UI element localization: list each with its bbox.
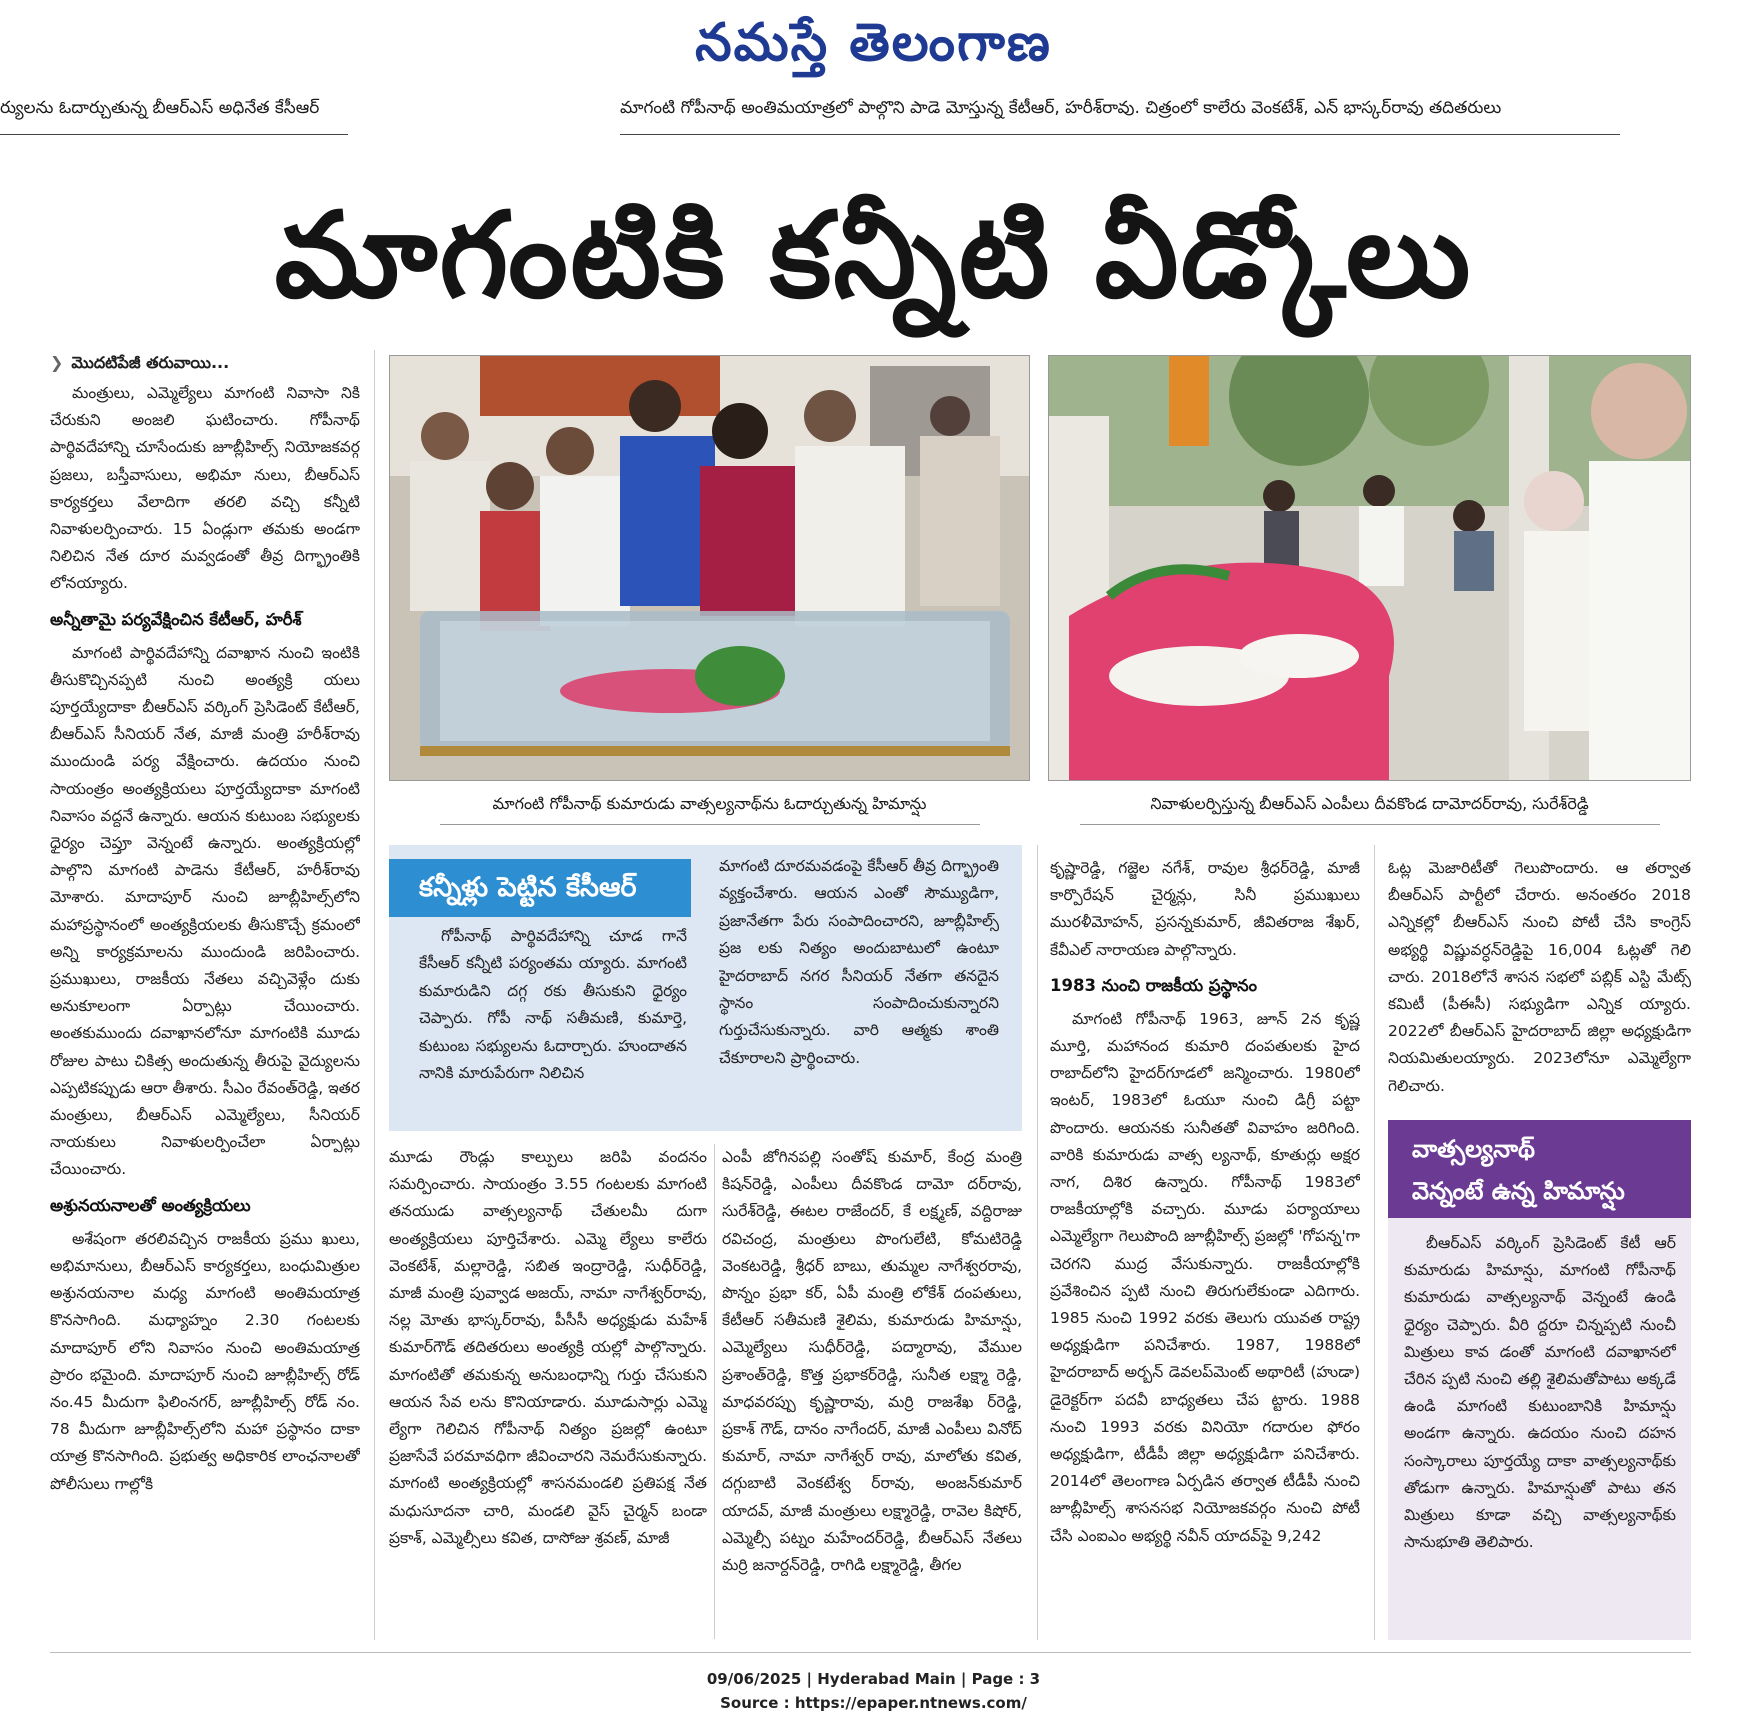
vatsalyanath-box-title-line-1: వాత్సల్యనాథ్‌ xyxy=(1412,1135,1535,1163)
kcr-box-paragraph-right: మాగంటి దూరమవడంపై కేసీఆర్‌ తీవ్ర దిగ్భ్రాంతి వ్యక్తంచేశారు. ఆయన ఎంతో సౌమ్యుడిగా, ప్రజానేతగా పేరు సంపాదించారని, జూబ్లీహిల్స్‌ ప్రజ లకు నిత్యం అందుబాటులో ఉంటూ హైదరాబాద్‌ నగర సీనియర్‌ నేతగా తనదైన స్థానం సంపాదించుకున్నారని గుర్తుచేసుకున్నారు. వారి ఆత్మకు శాంతి చేకూరాలని ప్రార్థించారు. xyxy=(719,857,999,1067)
col2-paragraph: మూడు రౌండ్లు కాల్పులు జరిపి వందనం సమర్పించారు. సాయంత్రం 3.55 గంటలకు మాగంటి తనయుడు వాత్సల్యనాథ్‌ చేతులమీ దుగా అంత్యక్రియలు పూర్తిచేశారు. ఎమ్మె ల్యేలు కాలేరు వెంకటేశ్‌, మల్లారెడ్డి, సబిత ఇంద్రారెడ్డి, సుధీర్‌రెడ్డి, మాజీ మంత్రి పువ్వాడ అజయ్‌, నామా నాగేశ్వర్‌రావు, నల్ల మోతు భాస్కర్‌రావు, పీసీసీ అధ్యక్షుడు మహేశ్‌ కుమార్‌గౌడ్‌ తదితరులు అంత్యక్రి యల్లో పాల్గొన్నారు. మాగంటితో తమకున్న అనుబంధాన్ని గుర్తు చేసుకుని ఆయన సేవ లను కొనియాడారు. మూడుసార్లు ఎమ్మె ల్యేగా గెలిచిన గోపీనాథ్‌ నిత్యం ప్రజల్లో ఉంటూ ప్రజాసేవే పరమావధిగా జీవించారని నెమరేసుకున్నారు. మాగంటి అంత్యక్రియల్లో శాసనమండలి ప్రతిపక్ష నేత మధుసూదనా చారి, మండలి వైస్‌ చైర్మన్‌ బండా ప్రకాశ్‌, ఎమ్మెల్సీలు కవిత, దాసోజు శ్రవణ్‌, మాజీ xyxy=(389,1148,707,1547)
photo-left-caption: మాగంటి గోపీనాథ్‌ కుమారుడు వాత్సల్యనాథ్‌ను ఓదార్చుతున్న హిమాన్షు xyxy=(492,794,927,813)
col4-paragraph-2: మాగంటి గోపీనాథ్‌ 1963, జూన్‌ 2న కృష్ణ మూర్తి, మహానంద కుమారి దంపతులకు హైద రాబాద్‌లోని హైదర్‌గూడలో జన్మించారు. 1980లో ఇంటర్‌, 1983లో ఓయూ నుంచి డిగ్రీ పట్టా పొందారు. ఆయనకు సునీతతో వివాహం జరిగింది. వారికి కుమారుడు వాత్స ల్యనాథ్‌, కూతుర్లు అక్షర నాగ, దిశిర ఉన్నారు. గోపీనాథ్‌ 1983లో రాజకీయాల్లోకి వచ్చారు. మూడు పర్యాయాలు ఎమ్మెల్యేగా గెలుపొంది జూబ్లీహిల్స్‌ ప్రజల్లో 'గోపన్న'గా చెరగని ముద్ర వేసుకున్నారు. రాజకీయాల్లోకి ప్రవేశించిన ప్పటి నుంచి తిరుగులేకుండా ఎదిగారు. 1985 నుంచి 1992 వరకు తెలుగు యువత రాష్ట్ర అధ్యక్షుడిగా పనిచేశారు. 1987, 1988లో హైదరాబాద్‌ అర్బన్‌ డెవలప్‌మెంట్‌ అథారిటీ (హుడా) డైరెక్టర్‌గా పదవీ బాధ్యతలు చేప ట్టారు. 1988 నుంచి 1993 వరకు వినియో గదారుల ఫోరం అధ్యక్షుడిగా, టీడీపీ జిల్లా అధ్యక్షుడిగా పనిచేశారు. 2014లో తెలంగాణ ఏర్పడిన తర్వాత టీడీపీ నుంచి జూబ్లీహిల్స్‌ శాసనసభ నియోజకవర్గం నుంచి పోటీ చేసి ఎంఐఎం అభ్యర్థి నవీన్‌ యాదవ్‌పై 9,242 xyxy=(1050,1009,1360,1545)
top-caption-right-rule xyxy=(620,134,1620,135)
article-column-2 xyxy=(389,1144,707,1639)
funeral-photo-right xyxy=(1048,355,1691,781)
column-divider xyxy=(1374,845,1375,1640)
article-column-1 xyxy=(50,350,360,1640)
kcr-box-title: కన్నీళ్లు పెట్టిన కేసీఆర్‌ xyxy=(389,859,691,917)
funeral-photo-left xyxy=(389,355,1030,781)
col1-subheading-1: అన్నీతామై పర్యవేక్షించిన కేటీఆర్‌, హరీశ్‌ xyxy=(50,609,302,629)
vatsalyanath-box-title-line-2: వెన్నంటే ఉన్న హిమాన్షు xyxy=(1412,1177,1625,1205)
col1-paragraph-1: మంత్రులు, ఎమ్మెల్యేలు మాగంటి నివాసా నికి చేరుకుని అంజలి ఘటించారు. గోపీనాథ్‌ పార్థివదేహాన్ని చూసేందుకు జూబ్లీహిల్స్‌ నియోజకవర్గ ప్రజలు, బస్తీవాసులు, అభిమా నులు, బీఆర్‌ఎస్‌ కార్యకర్తలు వేలాదిగా తరలి వచ్చి కన్నీటి నివాళులర్పించారు. 15 ఏండ్లుగా తమకు అండగా నిలిచిన నేత దూర మవ్వడంతో తీవ్ర దిగ్భ్రాంతికి లోనయ్యారు. xyxy=(50,384,360,593)
article-column-3 xyxy=(722,1144,1022,1639)
funeral-photo-left-image xyxy=(390,356,1030,781)
vatsalyanath-box-text xyxy=(1404,1230,1676,1630)
kcr-box-left-text xyxy=(419,923,687,1123)
col1-paragraph-3: అశేషంగా తరలివచ్చిన రాజకీయ ప్రము ఖులు, అభిమానులు, బీఆర్‌ఎస్‌ కార్యకర్తలు, బంధుమిత్రుల అశ్రునయనాల మధ్య మాగంటి అంతిమయాత్ర కొనసాగింది. మధ్యాహ్నం 2.30 గంటలకు మాదాపూర్‌ లోని నివాసం నుంచి అంతిమయాత్ర ప్రారం భమైంది. మాదాపూర్‌ నుంచి జూబ్లీహిల్స్‌ రోడ్‌ నం.45 మీదుగా ఫిలింనగర్‌, జూబ్లీహిల్స్‌ రోడ్‌ నం. 78 మీదుగా జూబ్లీహిల్స్‌లోని మహా ప్రస్థానం దాకా యాత్ర కొనసాగింది. ప్రభుత్వ అధికారిక లాంఛనాలతో పోలీసులు గాల్లోకి xyxy=(50,1229,360,1493)
main-headline: మాగంటికి కన్నీటి వీడ్కోలు xyxy=(274,186,1473,324)
vatsalyanath-box-title xyxy=(1388,1120,1691,1218)
kcr-box-paragraph-left: గోపీనాథ్‌ పార్థివదేహాన్ని చూడ గానే కేసీఆర్‌ కన్నీటి పర్యంతమ య్యారు. మాగంటి కుమారుడిని దగ్గ రకు తీసుకుని ధైర్యం చెప్పారు. గోపీ నాథ్‌ సతీమణి, కుమార్తె, కుటుంబ సభ్యులను ఓదార్చారు. హుందాతన నానికి మారుపేరుగా నిలిచిన xyxy=(419,927,687,1083)
col4-subheading: 1983 నుంచి రాజకీయ ప్రస్థానం xyxy=(1050,975,1257,995)
photo-right-caption-rule xyxy=(1080,824,1660,825)
top-caption-left-rule xyxy=(0,134,348,135)
kcr-sidebar-box xyxy=(389,845,1022,1131)
newspaper-masthead: నమస్తే తెలంగాణ xyxy=(695,12,1052,73)
top-caption-right: మాగంటి గోపీనాథ్‌ అంతిమయాత్రలో పాల్గొని పాడె మోస్తున్న కేటీఆర్‌, హరీశ్‌రావు. చిత్రంలో కాలేరు వెంకటేశ్‌, ఎన్‌ భాస్కర్‌రావు తదితరులు xyxy=(620,98,1502,118)
col3-paragraph: ఎంపీ జోగినపల్లి సంతోష్‌ కుమార్‌, కేంద్ర మంత్రి కిషన్‌రెడ్డి, ఎంపీలు దీవకొండ దామో దర్‌రావు, సురేశ్‌రెడ్డి, ఈటల రాజేందర్‌, కే లక్ష్మణ్‌, వద్దిరాజు రవిచంద్ర, మంత్రులు పొంగులేటి, కోమటిరెడ్డి వెంకటరెడ్డి, శ్రీధర్‌ బాబు, తుమ్మల నాగేశ్వరరావు, పొన్నం ప్రభా కర్‌, ఏపీ మంత్రి లోకేశ్‌ దంపతులు, కేటీఆర్‌ సతీమణి శైలిమ, కుమారుడు హిమాన్షు, ఎమ్మెల్యేలు సుధీర్‌రెడ్డి, పద్మారావు, వేముల ప్రశాంత్‌రెడ్డి, కొత్త ప్రభాకర్‌రెడ్డి, సునీత లక్ష్మా రెడ్డి, మాధవరప్పు కృష్ణారావు, మర్రి రాజశేఖ ర్‌రెడ్డి, ప్రకాశ్‌ గౌడ్‌, దానం నాగేందర్‌, మాజీ ఎంపీలు వినోద్‌ కుమార్‌, నామా నాగేశ్వర్‌ రావు, మాలోతు కవిత, దగ్గుబాటి వెంకటేశ్వ ర్‌రావు, అంజన్‌కుమార్‌ యాదవ్‌, మాజీ మంత్రులు లక్ష్మారెడ్డి, రావెల కిషోర్‌, ఎమ్మెల్సీ పట్నం మహేందర్‌రెడ్డి, బీఆర్‌ఎస్‌ నేతలు మర్రి జనార్దన్‌రెడ్డి, రాగిడి లక్ష్మారెడ్డి, తీగల xyxy=(722,1148,1022,1575)
continued-tag xyxy=(50,350,360,376)
footer-date-edition: 09/06/2025 | Hyderabad Main | Page : 3 xyxy=(706,1670,1041,1688)
footer-source: Source : https://epaper.ntnews.com/ xyxy=(720,1694,1027,1712)
column-divider xyxy=(374,350,375,1640)
vatsalyanath-sidebar-box xyxy=(1388,1120,1691,1640)
col1-paragraph-2: మాగంటి పార్థివదేహాన్ని దవాఖాన నుంచి ఇంటికి తీసుకొచ్చినప్పటి నుంచి అంత్యక్రి యలు పూర్తయ్యేదాకా బీఆర్‌ఎస్‌ వర్కింగ్‌ ప్రెసిడెంట్‌ కేటీఆర్‌, బీఆర్‌ఎస్‌ సీనియర్‌ నేత, మాజీ మంత్రి హరీశ్‌రావు ముందుండి పర్య వేక్షించారు. ఉదయం నుంచి సాయంత్రం అంత్యక్రియలు పూర్తయ్యేదాకా మాగంటి నివాసం వద్దనే ఉన్నారు. ఆయన కుటుంబ సభ్యులకు ధైర్యం చెప్తూ వెన్నంటే ఉన్నారు. అంత్యక్రియల్లో పాల్గొని మాగంటి పాడెను కేటీఆర్‌, హరీశ్‌రావు మోశారు. మాదాపూర్‌ నుంచి జూబ్లీహిల్స్‌లోని మహాప్రస్థానంలో అంత్యక్రియలకు తీసుకొచ్చే క్రమంలో అన్ని కార్యక్రమాలను ముందుండి జరిపించారు. ప్రముఖులు, రాజకీయ నేతలు వచ్చివెళ్లేం దుకు అనుకూలంగా ఏర్పాట్లు చేయించారు. అంతకుముందు దవాఖానలోనూ మాగంటికి మూడు రోజుల పాటు చికిత్స అందుతున్న తీరుపై వైద్యులను ఎప్పటికప్పుడు ఆరా తీశారు. సీఎం రేవంత్‌రెడ్డి, ఇతర మంత్రులు, బీఆర్‌ఎస్‌ ఎమ్మెల్యేలు, సీనియర్‌ నాయకులు నివాళులర్పించేలా ఏర్పాట్లు చేయించారు. xyxy=(50,643,360,1179)
article-column-4 xyxy=(1050,855,1360,1640)
photo-right-caption: నివాళులర్పిస్తున్న బీఆర్‌ఎస్‌ ఎంపీలు దీవకొండ దామోదర్‌రావు, సురేశ్‌రెడ్డి xyxy=(1150,794,1589,813)
top-caption-left: ర్యులను ఓదార్చుతున్న బీఆర్‌ఎస్‌ అధినేత కేసీఆర్‌ xyxy=(0,98,320,118)
column-divider xyxy=(1037,845,1038,1640)
vatsalyanath-box-paragraph: బీఆర్‌ఎస్‌ వర్కింగ్‌ ప్రెసిడెంట్‌ కేటీ ఆర్‌ కుమారుడు హిమాన్షు, మాగంటి గోపీనాథ్‌ కుమారుడు వాత్సల్యనాథ్‌ వెన్నంటే ఉండి ధైర్యం చెప్పారు. వీరి ద్దరూ చిన్నప్పటి నుంచీ మిత్రులు కావ డంతో మాగంటి దవాఖానలో చేరిన ప్పటి నుంచి తల్లి శైలిమతోపాటు అక్కడే ఉండి మాగంటి కుటుంబానికి హిమాన్షు అండగా ఉన్నారు. ఉదయం నుంచి దహన సంస్కారాలు పూర్తయ్యే దాకా వాత్సల్యనాథ్‌కు తోడుగా ఉన్నారు. హిమాన్షుతో పాటు తన మిత్రులు కూడా వచ్చి వాత్సల్యనాథ్‌కు సానుభూతి తెలిపారు. xyxy=(1404,1234,1676,1552)
col1-subheading-2: అశ్రునయనాలతో అంత్యక్రియలు xyxy=(50,1195,251,1215)
photo-left-caption-rule xyxy=(440,824,980,825)
column-divider xyxy=(714,1144,715,1639)
article-column-5 xyxy=(1388,855,1691,1110)
col4-paragraph-1: కృష్ణారెడ్డి, గజ్జెల నగేశ్‌, రావుల శ్రీధర్‌రెడ్డి, మాజీ కార్పొరేషన్‌ చైర్మన్లు, సినీ ప్రముఖులు మురళీమోహన్‌, ప్రసన్నకుమార్‌, జీవితరాజ శేఖర్‌, కేవీఎల్‌ నారాయణ పాల్గొన్నారు. xyxy=(1050,859,1360,959)
chevron-right-icon: ❯ xyxy=(50,353,64,372)
kcr-box-right-text xyxy=(719,853,999,1123)
col5-paragraph: ఓట్ల మెజారిటీతో గెలుపొందారు. ఆ తర్వాత బీఆర్‌ఎస్‌ పార్టీలో చేరారు. అనంతరం 2018 ఎన్నికల్లో బీఆర్‌ఎస్‌ నుంచి పోటీ చేసి కాంగ్రెస్‌ అభ్యర్థి విష్ణువర్ధన్‌రెడ్డిపై 16,004 ఓట్లతో గెలి చారు. 2018లోనే శాసన సభలో పబ్లిక్‌ ఎస్టి మేట్స్‌ కమిటీ (పీఈసీ) సభ్యుడిగా ఎన్నిక య్యారు. 2022లో బీఆర్‌ఎస్‌ హైదరాబాద్‌ జిల్లా అధ్యక్షుడిగా నియమితులయ్యారు. 2023లోనూ ఎమ్మెల్యేగా గెలిచారు. xyxy=(1388,859,1691,1095)
continued-label: మొదటిపేజీ తరువాయి... xyxy=(71,353,230,372)
funeral-photo-right-image xyxy=(1049,356,1691,781)
footer-rule xyxy=(50,1652,1691,1653)
